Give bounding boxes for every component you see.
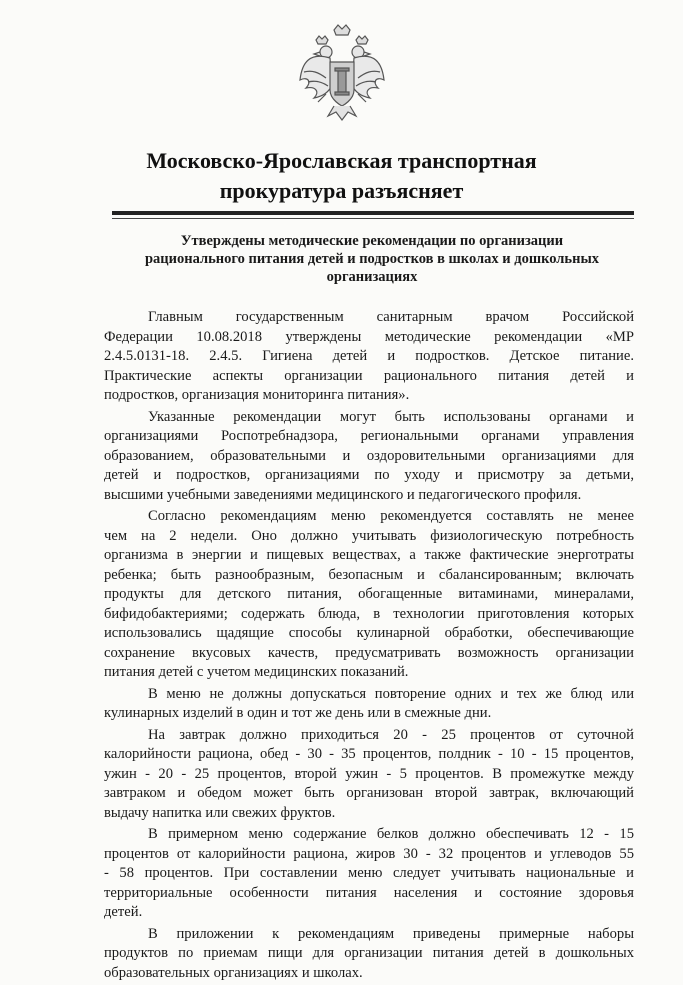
paragraph (104, 408, 634, 506)
organization-title (0, 146, 683, 206)
paragraph-line: высшими учебными заведениями медицинского и педагогического профиля. (104, 486, 582, 503)
paragraph-line: организма в энергии и пищевых веществах, а также фактические энерготраты (104, 547, 634, 563)
paragraph-line: бифидобактериями; содержать блюда, в технологии приготовления которых (104, 605, 634, 622)
title-divider-thin (112, 218, 634, 219)
paragraph-line: питания детей с учетом медицинских показаний. (104, 664, 409, 680)
paragraph-line: процентов от калорийности рациона, жиров 30 - 32 процентов и углеводов 55 (104, 845, 634, 862)
organization-title-line: прокуратура разъясняет (219, 178, 464, 203)
paragraph-line: В меню не должны допускаться повторение одних и тех же блюд или (148, 685, 634, 702)
headline-line: Утверждены методические рекомендации по организации (180, 233, 564, 249)
paragraph (104, 825, 634, 923)
paragraph-line: ужин - 20 - 25 процентов, второй ужин - 5 процентов. В промежутке между (104, 765, 634, 782)
paragraph-line: организациями Роспотребнадзора, региональными органами управления (104, 428, 634, 444)
paragraph (104, 685, 634, 724)
paragraph-line: образовательных организациях и школах. (104, 964, 363, 981)
paragraph (104, 925, 634, 984)
paragraph-line: На завтрак должно приходиться 20 - 25 процентов от суточной (148, 726, 634, 743)
paragraph-line: ребенка; быть разнообразным, безопасным и сбалансированным; включать (104, 566, 634, 583)
article-body (104, 308, 634, 985)
paragraph-line: В примерном меню содержание белков должно обеспечивать 12 - 15 (148, 826, 634, 842)
headline-line: организациях (326, 269, 418, 285)
paragraph-line: подростков, организация мониторинга питания». (104, 387, 410, 403)
paragraph-line: продуктов по приемам пищи для организации питания детей в дошкольных (104, 945, 634, 961)
double-headed-eagle-emblem (296, 22, 388, 122)
paragraph (104, 507, 634, 683)
paragraph-line: В приложении к рекомендациям приведены примерные наборы (148, 925, 634, 942)
paragraph-line: Практические аспекты организации рационального питания детей и (104, 367, 634, 384)
paragraph (104, 308, 634, 406)
paragraph-line: детей и подростков, организациями по уходу и присмотру за детьми, (104, 467, 634, 483)
paragraph-line: использовались щадящие способы кулинарной обработки, обеспечивающие (104, 625, 634, 641)
paragraph-line: детей. (104, 904, 143, 920)
paragraph-line: Согласно рекомендациям меню рекомендуется составлять не менее (148, 508, 634, 524)
paragraph-line: Главным государственным санитарным врачом Российской (148, 309, 634, 325)
paragraph-line: выдачу напитка или свежих фруктов. (104, 804, 336, 821)
paragraph-line: калорийности рациона, обед - 30 - 35 процентов, полдник - 10 - 15 процентов, (104, 746, 634, 762)
paragraph-line: продукты для детского питания, обогащенные витаминами, минералами, (104, 586, 634, 602)
paragraph-line: - 58 процентов. При составлении меню следует учитывать национальные и (104, 865, 634, 881)
paragraph-line: чем на 2 недели. Оно должно учитывать физиологическую потребность (104, 527, 634, 544)
paragraph-line: 2.4.5.0131-18. 2.4.5. Гигиена детей и подростков. Детское питание. (104, 348, 634, 364)
article-headline (108, 232, 636, 286)
paragraph-line: Федерации 10.08.2018 утверждены методические рекомендации «МР (104, 328, 634, 345)
paragraph (104, 726, 634, 824)
paragraph-line: кулинарных изделий в один и тот же день или в смежные дни. (104, 705, 492, 721)
title-divider-thick (112, 211, 634, 215)
headline-line: рационального питания детей и подростков в школах и дошкольных (144, 251, 600, 267)
paragraph-line: завтраком и обедом может быть организован второй завтрак, включающий (104, 785, 634, 801)
paragraph-line: Указанные рекомендации могут быть использованы органами и (148, 408, 634, 425)
paragraph-line: образованием, образовательными и оздоровительными организациями для (104, 447, 634, 464)
paragraph-line: территориальные особенности питания населения и состояние здоровья (104, 884, 634, 901)
organization-title-line: Московско-Ярославская транспортная (146, 148, 537, 173)
paragraph-line: сохранение вкусовых качеств, предусматривать возможность организации (104, 644, 634, 661)
